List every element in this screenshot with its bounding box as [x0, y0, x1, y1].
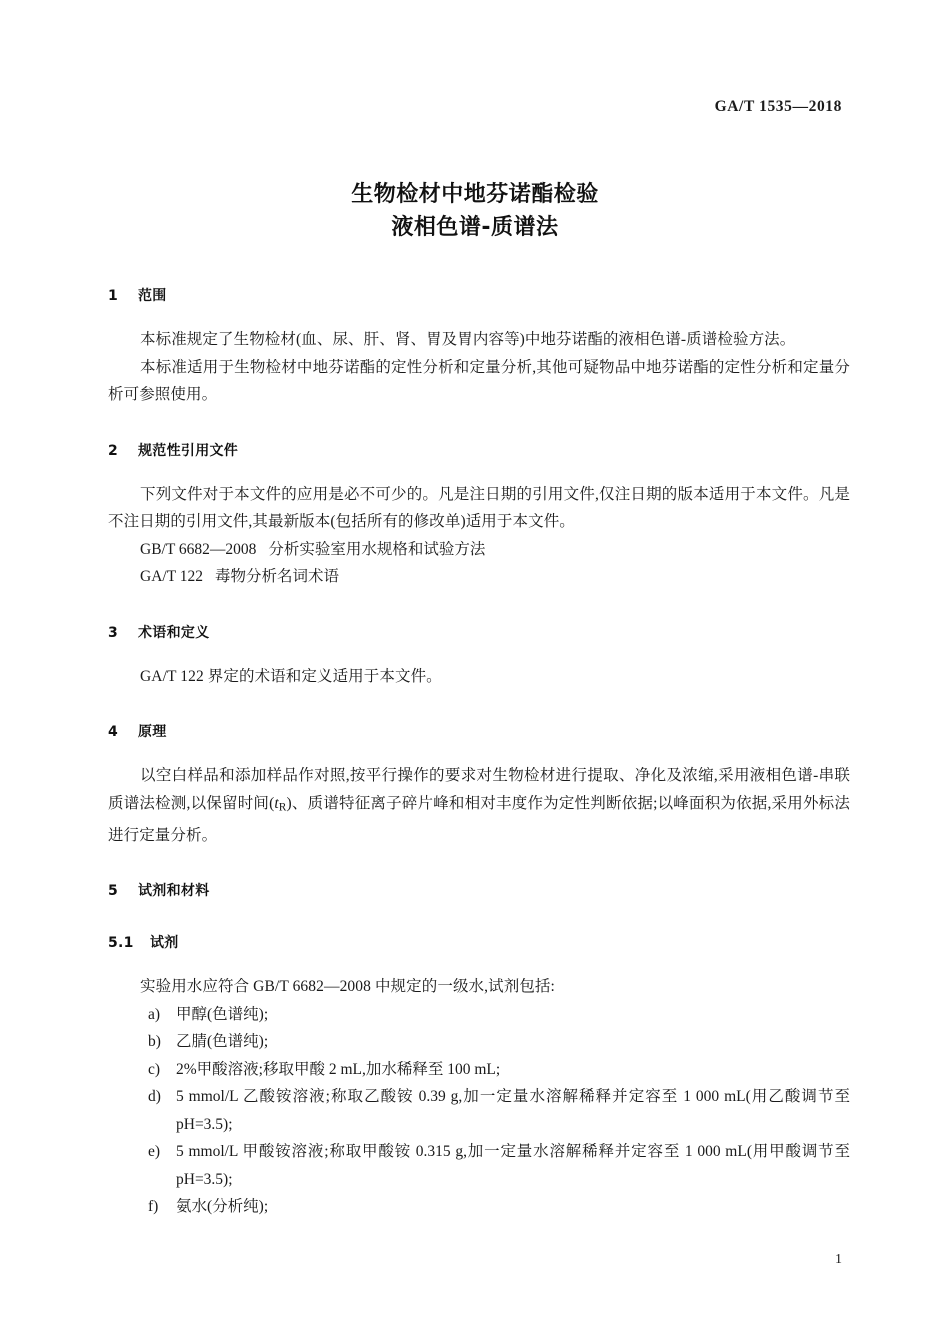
- section-title-5: 试剂和材料: [138, 883, 210, 900]
- section-title-1: 范围: [138, 288, 167, 304]
- list-marker-e: e): [148, 1143, 161, 1161]
- section-heading-4: [108, 722, 850, 742]
- section-1-paragraph-2: 本标准适用于生物检材中地芬诺酯的定性分析和定量分析,其他可疑物品中地芬诺酯的定性分析和定量分析可参照使用。: [108, 358, 850, 403]
- section-number-3: 3: [108, 624, 119, 641]
- list-item: [108, 1138, 850, 1193]
- title-line-2: 液相色谱-质谱法: [391, 215, 559, 240]
- section-heading-2: [108, 441, 850, 461]
- reference-id-2: GA/T 122: [140, 568, 204, 585]
- principle-text-part-2: )、质谱特征离子碎片峰和相对丰度作为定性判断依据;以峰面积为依据,采用外标法进行定量分析。: [108, 794, 850, 844]
- reference-title-2: 毒物分析名词术语: [215, 568, 340, 585]
- section-1-paragraph-1: 本标准规定了生物检材(血、尿、肝、肾、胃及胃内容等)中地芬诺酯的液相色谱-质谱检验方法。: [140, 331, 796, 348]
- document-body: [108, 286, 850, 1221]
- section-heading-3: [108, 623, 850, 643]
- list-text-a: 甲醇(色谱纯);: [176, 1005, 269, 1023]
- list-item: [108, 1001, 850, 1029]
- section-title-5-1: 试剂: [150, 935, 179, 952]
- list-text-b: 乙腈(色谱纯);: [176, 1033, 269, 1051]
- section-title-4: 原理: [138, 724, 167, 740]
- section-3-paragraph-1: GA/T 122 界定的术语和定义适用于本文件。: [140, 667, 442, 685]
- page-footer: [0, 1252, 950, 1268]
- section-heading-1: [108, 286, 850, 306]
- reagents-intro: 实验用水应符合 GB/T 6682—2008 中规定的一级水,试剂包括:: [140, 978, 555, 996]
- section-number-4: 4: [108, 724, 119, 740]
- section-heading-5: [108, 881, 850, 901]
- document-title: [0, 178, 950, 244]
- list-marker-d: d): [148, 1088, 161, 1106]
- reference-id-1: GB/T 6682—2008: [140, 540, 257, 558]
- page-header: [0, 98, 950, 116]
- standard-number: GA/T 1535—2018: [714, 98, 842, 115]
- reference-title-1: 分析实验室用水规格和试验方法: [268, 540, 486, 558]
- list-marker-c: c): [148, 1060, 161, 1078]
- normative-reference-2: [108, 563, 850, 591]
- list-item: [108, 1056, 850, 1084]
- principle-text-part-1: 以空白样品和添加样品作对照,按平行操作的要求对生物检材进行提取、净化及浓缩,采用液相色谱-串联质谱法检测,以保留时间(: [108, 767, 850, 812]
- list-item: [108, 1193, 850, 1221]
- section-heading-5-1: [108, 933, 850, 953]
- list-marker-b: b): [148, 1033, 161, 1051]
- reagents-list: [108, 1001, 850, 1221]
- section-4-paragraph-1: [108, 762, 850, 849]
- section-number-2: 2: [108, 442, 119, 459]
- list-item: [108, 1028, 850, 1056]
- list-text-d: 5 mmol/L 乙酸铵溶液;称取乙酸铵 0.39 g,加一定量水溶解稀释并定容至 1 000 mL(用乙酸调节至 pH=3.5);: [176, 1088, 850, 1133]
- list-text-f: 氨水(分析纯);: [176, 1198, 269, 1216]
- section-number-5-1: 5.1: [108, 935, 134, 952]
- retention-time-subscript: R: [278, 801, 287, 814]
- section-title-2: 规范性引用文件: [138, 442, 239, 459]
- section-number-5: 5: [108, 883, 119, 900]
- section-title-3: 术语和定义: [138, 624, 210, 641]
- section-number-1: 1: [108, 288, 119, 304]
- list-item: [108, 1083, 850, 1138]
- normative-reference-1: [108, 536, 850, 564]
- title-line-1: 生物检材中地芬诺酯检验: [351, 182, 599, 207]
- section-2-paragraph-1: 下列文件对于本文件的应用是必不可少的。凡是注日期的引用文件,仅注日期的版本适用于本文件。凡是不注日期的引用文件,其最新版本(包括所有的修改单)适用于本文件。: [108, 485, 850, 530]
- list-marker-a: a): [148, 1005, 161, 1023]
- list-text-c: 2%甲酸溶液;移取甲酸 2 mL,加水稀释至 100 mL;: [176, 1060, 501, 1078]
- page-number: 1: [835, 1252, 842, 1267]
- retention-time-variable: t: [274, 794, 279, 812]
- list-text-e: 5 mmol/L 甲酸铵溶液;称取甲酸铵 0.315 g,加一定量水溶解稀释并定容至 1 000 mL(用甲酸调节至 pH=3.5);: [176, 1143, 850, 1188]
- list-marker-f: f): [148, 1198, 159, 1216]
